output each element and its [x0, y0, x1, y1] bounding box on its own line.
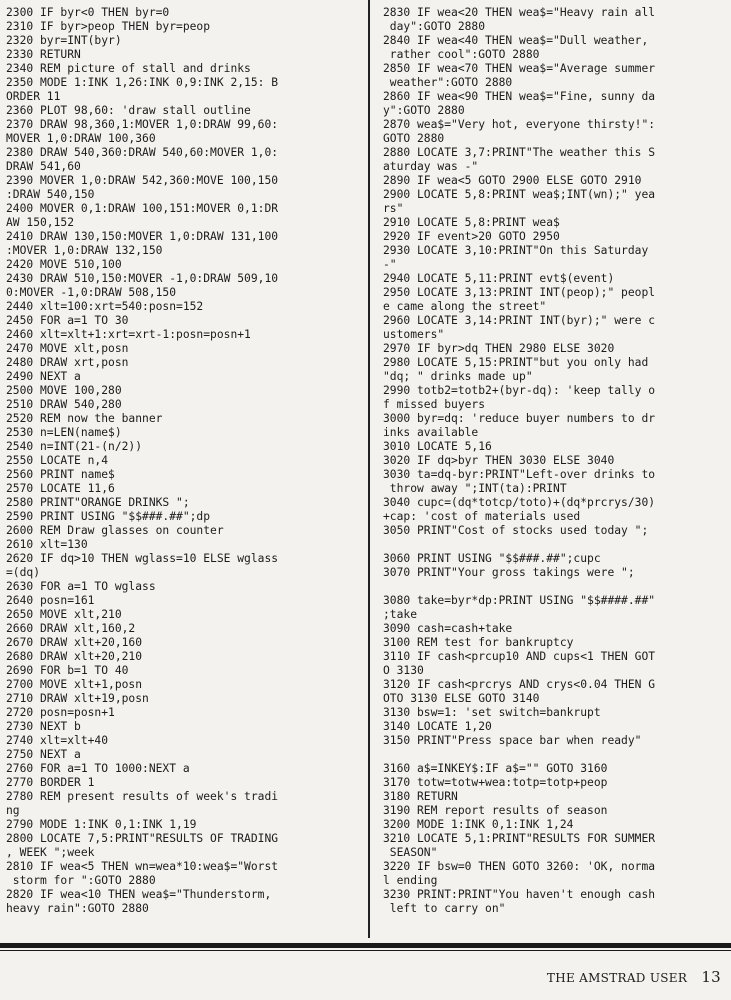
code-line: 2420 MOVE 510,100	[6, 258, 122, 271]
code-line: 2490 NEXT a	[6, 370, 81, 383]
code-line: 2930 LOCATE 3,10:PRINT"On this Saturday	[383, 244, 649, 257]
code-line: 2770 BORDER 1	[6, 776, 95, 789]
code-line: 2300 IF byr<0 THEN byr=0	[6, 6, 170, 19]
code-line: 2890 IF wea<5 GOTO 2900 ELSE GOTO 2910	[383, 174, 642, 187]
code-line: AW 150,152	[6, 216, 75, 229]
code-line	[383, 538, 725, 552]
code-line: 2480 DRAW xrt,posn	[6, 356, 129, 369]
code-line: 2600 REM Draw glasses on counter	[6, 524, 224, 537]
page-footer	[547, 968, 721, 986]
code-line: 2860 IF wea<90 THEN wea$="Fine, sunny da	[383, 90, 656, 103]
code-line: 2840 IF wea<40 THEN wea$="Dull weather,	[383, 34, 649, 47]
code-line: aturday was -"	[383, 160, 479, 173]
code-line: ustomers"	[383, 328, 445, 341]
code-line: 2670 DRAW xlt+20,160	[6, 636, 143, 649]
code-line: storm for ":GOTO 2880	[6, 874, 156, 887]
code-line: 2530 n=LEN(name$)	[6, 426, 122, 439]
code-line: 2500 MOVE 100,280	[6, 384, 122, 397]
publication-name: THE AMSTRAD USER	[546, 971, 688, 985]
code-line: 2570 LOCATE 11,6	[6, 482, 115, 495]
code-line: 2800 LOCATE 7,5:PRINT"RESULTS OF TRADING	[6, 832, 279, 845]
code-line: 3120 IF cash<prcrys AND crys<0.04 THEN G	[383, 678, 656, 691]
code-line: 2810 IF wea<5 THEN wn=wea*10:wea$="Worst	[6, 860, 279, 873]
code-line: 2310 IF byr>peop THEN byr=peop	[6, 20, 211, 33]
code-line: ORDER 11	[6, 90, 61, 103]
code-line: throw away ";INT(ta):PRINT	[383, 482, 567, 495]
code-line: 2750 NEXT a	[6, 748, 81, 761]
code-line: 2390 MOVER 1,0:DRAW 542,360:MOVE 100,150	[6, 174, 279, 187]
code-line: 2990 totb2=totb2+(byr-dq): 'keep tally o	[383, 384, 656, 397]
code-line: rather cool":GOTO 2880	[383, 48, 540, 61]
code-column-right	[383, 6, 725, 916]
code-line: 3100 REM test for bankruptcy	[383, 636, 574, 649]
code-line: +cap: 'cost of materials used	[383, 510, 581, 523]
code-line: 3170 totw=totw+wea:totp=totp+peop	[383, 776, 608, 789]
footer-rule-thick	[0, 943, 731, 948]
code-line: rs"	[383, 202, 404, 215]
code-line: 3000 byr=dq: 'reduce buyer numbers to dr	[383, 412, 656, 425]
code-line: 3130 bsw=1: 'set switch=bankrupt	[383, 706, 601, 719]
code-line: , WEEK ";week	[6, 846, 95, 859]
code-line: 2710 DRAW xlt+19,posn	[6, 692, 149, 705]
code-line: 2980 LOCATE 5,15:PRINT"but you only had	[383, 356, 649, 369]
code-line: weather":GOTO 2880	[383, 76, 513, 89]
page-number: 13	[701, 968, 721, 986]
code-line: 3210 LOCATE 5,1:PRINT"RESULTS FOR SUMMER	[383, 832, 656, 845]
code-line: 3140 LOCATE 1,20	[383, 720, 492, 733]
code-line: GOTO 2880	[383, 132, 445, 145]
code-line: :DRAW 540,150	[6, 188, 95, 201]
code-line: 3080 take=byr*dp:PRINT USING "$$####.##"	[383, 594, 656, 607]
code-line: inks available	[383, 426, 479, 439]
code-line: 3010 LOCATE 5,16	[383, 440, 492, 453]
code-line: MOVER 1,0:DRAW 100,360	[6, 132, 156, 145]
code-line: 3040 cupc=(dq*totcp/toto)+(dq*prcrys/30)	[383, 496, 656, 509]
code-line: 2850 IF wea<70 THEN wea$="Average summer	[383, 62, 656, 75]
code-line: 3200 MODE 1:INK 0,1:INK 1,24	[383, 818, 574, 831]
code-line: "dq; " drinks made up"	[383, 370, 533, 383]
code-line: 2870 wea$="Very hot, everyone thirsty!":	[383, 118, 656, 131]
code-line: 2660 DRAW xlt,160,2	[6, 622, 136, 635]
code-line: SEASON"	[383, 846, 438, 859]
code-line: 2440 xlt=100:xrt=540:posn=152	[6, 300, 204, 313]
code-line	[383, 580, 725, 594]
code-line: 2910 LOCATE 5,8:PRINT wea$	[383, 216, 560, 229]
code-line: 3230 PRINT:PRINT"You haven't enough cash	[383, 888, 656, 901]
code-line: =(dq)	[6, 566, 41, 579]
code-line: 2340 REM picture of stall and drinks	[6, 62, 251, 75]
code-line: 2900 LOCATE 5,8:PRINT wea$;INT(wn);" yea	[383, 188, 656, 201]
code-line: 2400 MOVER 0,1:DRAW 100,151:MOVER 0,1:DR	[6, 202, 279, 215]
code-line: 3150 PRINT"Press space bar when ready"	[383, 734, 642, 747]
code-line: 3220 IF bsw=0 THEN GOTO 3260: 'OK, norma	[383, 860, 656, 873]
code-line: 2650 MOVE xlt,210	[6, 608, 122, 621]
code-line: 2520 REM now the banner	[6, 412, 163, 425]
code-line: 2410 DRAW 130,150:MOVER 1,0:DRAW 131,100	[6, 230, 279, 243]
code-line: 2470 MOVE xlt,posn	[6, 342, 129, 355]
code-line: 2820 IF wea<10 THEN wea$="Thunderstorm,	[6, 888, 272, 901]
code-line: y":GOTO 2880	[383, 104, 465, 117]
code-line: 2610 xlt=130	[6, 538, 88, 551]
code-line: 2370 DRAW 98,360,1:MOVER 1,0:DRAW 99,60:	[6, 118, 279, 131]
code-line: 2320 byr=INT(byr)	[6, 34, 122, 47]
code-line: 2680 DRAW xlt+20,210	[6, 650, 143, 663]
code-line: 2730 NEXT b	[6, 720, 81, 733]
code-line: 3060 PRINT USING "$$###.##";cupc	[383, 552, 601, 565]
code-line: 3180 RETURN	[383, 790, 458, 803]
code-line: 3050 PRINT"Cost of stocks used today ";	[383, 524, 649, 537]
code-line: 3090 cash=cash+take	[383, 622, 513, 635]
code-line: O 3130	[383, 664, 424, 677]
code-line: 2830 IF wea<20 THEN wea$="Heavy rain all	[383, 6, 656, 19]
code-line: :MOVER 1,0:DRAW 132,150	[6, 244, 163, 257]
code-line: e came along the street"	[383, 300, 547, 313]
code-line: 3030 ta=dq-byr:PRINT"Left-over drinks to	[383, 468, 656, 481]
code-line: 2510 DRAW 540,280	[6, 398, 122, 411]
code-line: 2630 FOR a=1 TO wglass	[6, 580, 156, 593]
code-line: day":GOTO 2880	[383, 20, 486, 33]
code-line: 2740 xlt=xlt+40	[6, 734, 109, 747]
code-line: 2790 MODE 1:INK 0,1:INK 1,19	[6, 818, 197, 831]
code-line: 2620 IF dq>10 THEN wglass=10 ELSE wglass	[6, 552, 279, 565]
code-line: 2920 IF event>20 GOTO 2950	[383, 230, 560, 243]
code-line: 3190 REM report results of season	[383, 804, 608, 817]
code-line: -"	[383, 258, 397, 271]
code-line: left to carry on"	[383, 902, 506, 915]
code-line: 2450 FOR a=1 TO 30	[6, 314, 129, 327]
code-line: 2760 FOR a=1 TO 1000:NEXT a	[6, 762, 190, 775]
code-line: 0:MOVER -1,0:DRAW 508,150	[6, 286, 177, 299]
code-line: 2580 PRINT"ORANGE DRINKS ";	[6, 496, 190, 509]
code-line: 2380 DRAW 540,360:DRAW 540,60:MOVER 1,0:	[6, 146, 279, 159]
code-line: 2640 posn=161	[6, 594, 95, 607]
code-line: l ending	[383, 874, 438, 887]
code-line: 2720 posn=posn+1	[6, 706, 115, 719]
code-line: DRAW 541,60	[6, 160, 81, 173]
footer-rule-thin	[0, 950, 731, 951]
code-line: 2700 MOVE xlt+1,posn	[6, 678, 143, 691]
code-line	[383, 748, 725, 762]
code-line: 2560 PRINT name$	[6, 468, 115, 481]
code-line: 2550 LOCATE n,4	[6, 454, 109, 467]
code-line: 3020 IF dq>byr THEN 3030 ELSE 3040	[383, 454, 615, 467]
code-line: 2880 LOCATE 3,7:PRINT"The weather this S	[383, 146, 656, 159]
code-line: 2970 IF byr>dq THEN 2980 ELSE 3020	[383, 342, 615, 355]
code-line: 2350 MODE 1:INK 1,26:INK 0,9:INK 2,15: B	[6, 76, 279, 89]
code-line: 2360 PLOT 98,60: 'draw stall outline	[6, 104, 251, 117]
code-line: 2950 LOCATE 3,13:PRINT INT(peop);" peopl	[383, 286, 656, 299]
code-line: 2540 n=INT(21-(n/2))	[6, 440, 143, 453]
code-column-left	[6, 6, 358, 916]
column-divider	[368, 0, 370, 938]
code-line: 2780 REM present results of week's tradi	[6, 790, 279, 803]
code-line: 2960 LOCATE 3,14:PRINT INT(byr);" were c	[383, 314, 656, 327]
code-line: ng	[6, 804, 20, 817]
code-line: f missed buyers	[383, 398, 486, 411]
code-line: 2690 FOR b=1 TO 40	[6, 664, 129, 677]
code-line: 2940 LOCATE 5,11:PRINT evt$(event)	[383, 272, 615, 285]
code-line: OTO 3130 ELSE GOTO 3140	[383, 692, 540, 705]
code-line: 3070 PRINT"Your gross takings were ";	[383, 566, 635, 579]
code-line: 2460 xlt=xlt+1:xrt=xrt-1:posn=posn+1	[6, 328, 251, 341]
code-line: 3160 a$=INKEY$:IF a$="" GOTO 3160	[383, 762, 608, 775]
code-line: heavy rain":GOTO 2880	[6, 902, 149, 915]
code-line: 2430 DRAW 510,150:MOVER -1,0:DRAW 509,10	[6, 272, 279, 285]
code-line: 2590 PRINT USING "$$###.##";dp	[6, 510, 211, 523]
code-line: ;take	[383, 608, 418, 621]
code-line: 2330 RETURN	[6, 48, 81, 61]
code-line: 3110 IF cash<prcup10 AND cups<1 THEN GOT	[383, 650, 656, 663]
